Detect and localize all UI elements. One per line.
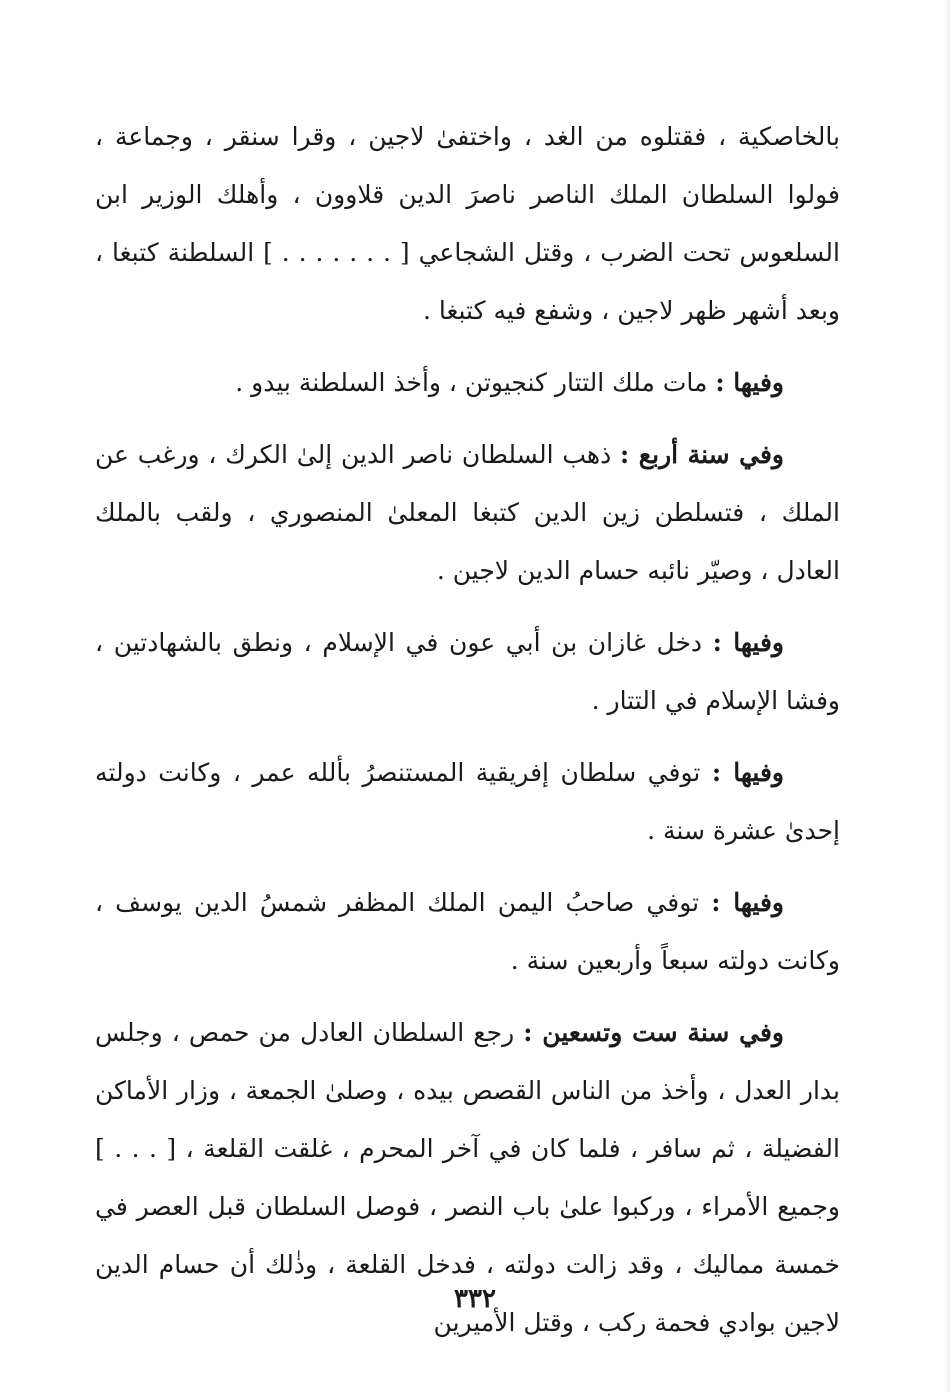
paragraph-lead: وفيها : (711, 888, 784, 917)
page-edge-shadow (944, 0, 950, 1392)
paragraph-text: رجع السلطان العادل من حمص ، وجلس بدار العدل ، وأخذ من الناس القصص بيده ، وصلىٰ الجمعة ، وزار الأماكن الفضيلة ، ثم سافر ، فلما كان في آخر المحرم ، غلقت القلعة ، [ . . . ] وجميع الأمراء ، وركبوا علىٰ باب النصر ، فوصل السلطان قبل العصر في خمسة مماليك ، وقد زالت دولته ، فدخل القلعة ، وذٰلك أن حسام الدين لاجين بوادي فحمة ركب ، وقتل الأميرين (95, 1018, 840, 1337)
paragraph-lead: وفي سنة ست وتسعين : (523, 1018, 785, 1047)
paragraph-text: توفي صاحبُ اليمن الملك المظفر شمسُ الدين يوسف ، وكانت دولته سبعاً وأربعين سنة . (95, 888, 840, 975)
paragraph (95, 874, 840, 990)
paragraph (95, 426, 840, 600)
paragraph-lead: وفيها : (715, 368, 784, 397)
paragraph-text: ذهب السلطان ناصر الدين إلىٰ الكرك ، ورغب عن الملك ، فتسلطن زين الدين كتبغا المعلىٰ المنصوري ، ولقب بالملك العادل ، وصيّر نائبه حسام الدين لاجين . (95, 440, 840, 585)
paragraph-continued (95, 108, 840, 340)
paragraph (95, 614, 840, 730)
paragraph-text: بالخاصكية ، فقتلوه من الغد ، واختفىٰ لاجين ، وقرا سنقر ، وجماعة ، فولوا السلطان الملك الناصر ناصرَ الدين قلاوون ، وأهلك الوزير ابن السلعوس تحت الضرب ، وقتل الشجاعي [ . . . . . . . ] السلطنة كتبغا ، وبعد أشهر ظهر لاجين ، وشفع فيه كتبغا . (95, 122, 840, 325)
page-number: ٣٣٢ (454, 1284, 496, 1314)
paragraph-lead: وفيها : (712, 628, 785, 657)
body-text (95, 108, 840, 1366)
paragraph (95, 744, 840, 860)
paragraph (95, 354, 840, 412)
paragraph-text: توفي سلطان إفريقية المستنصرُ بألله عمر ، وكانت دولته إحدىٰ عشرة سنة . (95, 758, 840, 845)
paragraph-lead: وفي سنة أربع : (620, 440, 784, 469)
paragraph-text: مات ملك التتار كنجيوتن ، وأخذ السلطنة بيدو . (235, 368, 716, 397)
paragraph-text: دخل غازان بن أبي عون في الإسلام ، ونطق بالشهادتين ، وفشا الإسلام في التتار . (95, 628, 840, 715)
paragraph-lead: وفيها : (711, 758, 784, 787)
